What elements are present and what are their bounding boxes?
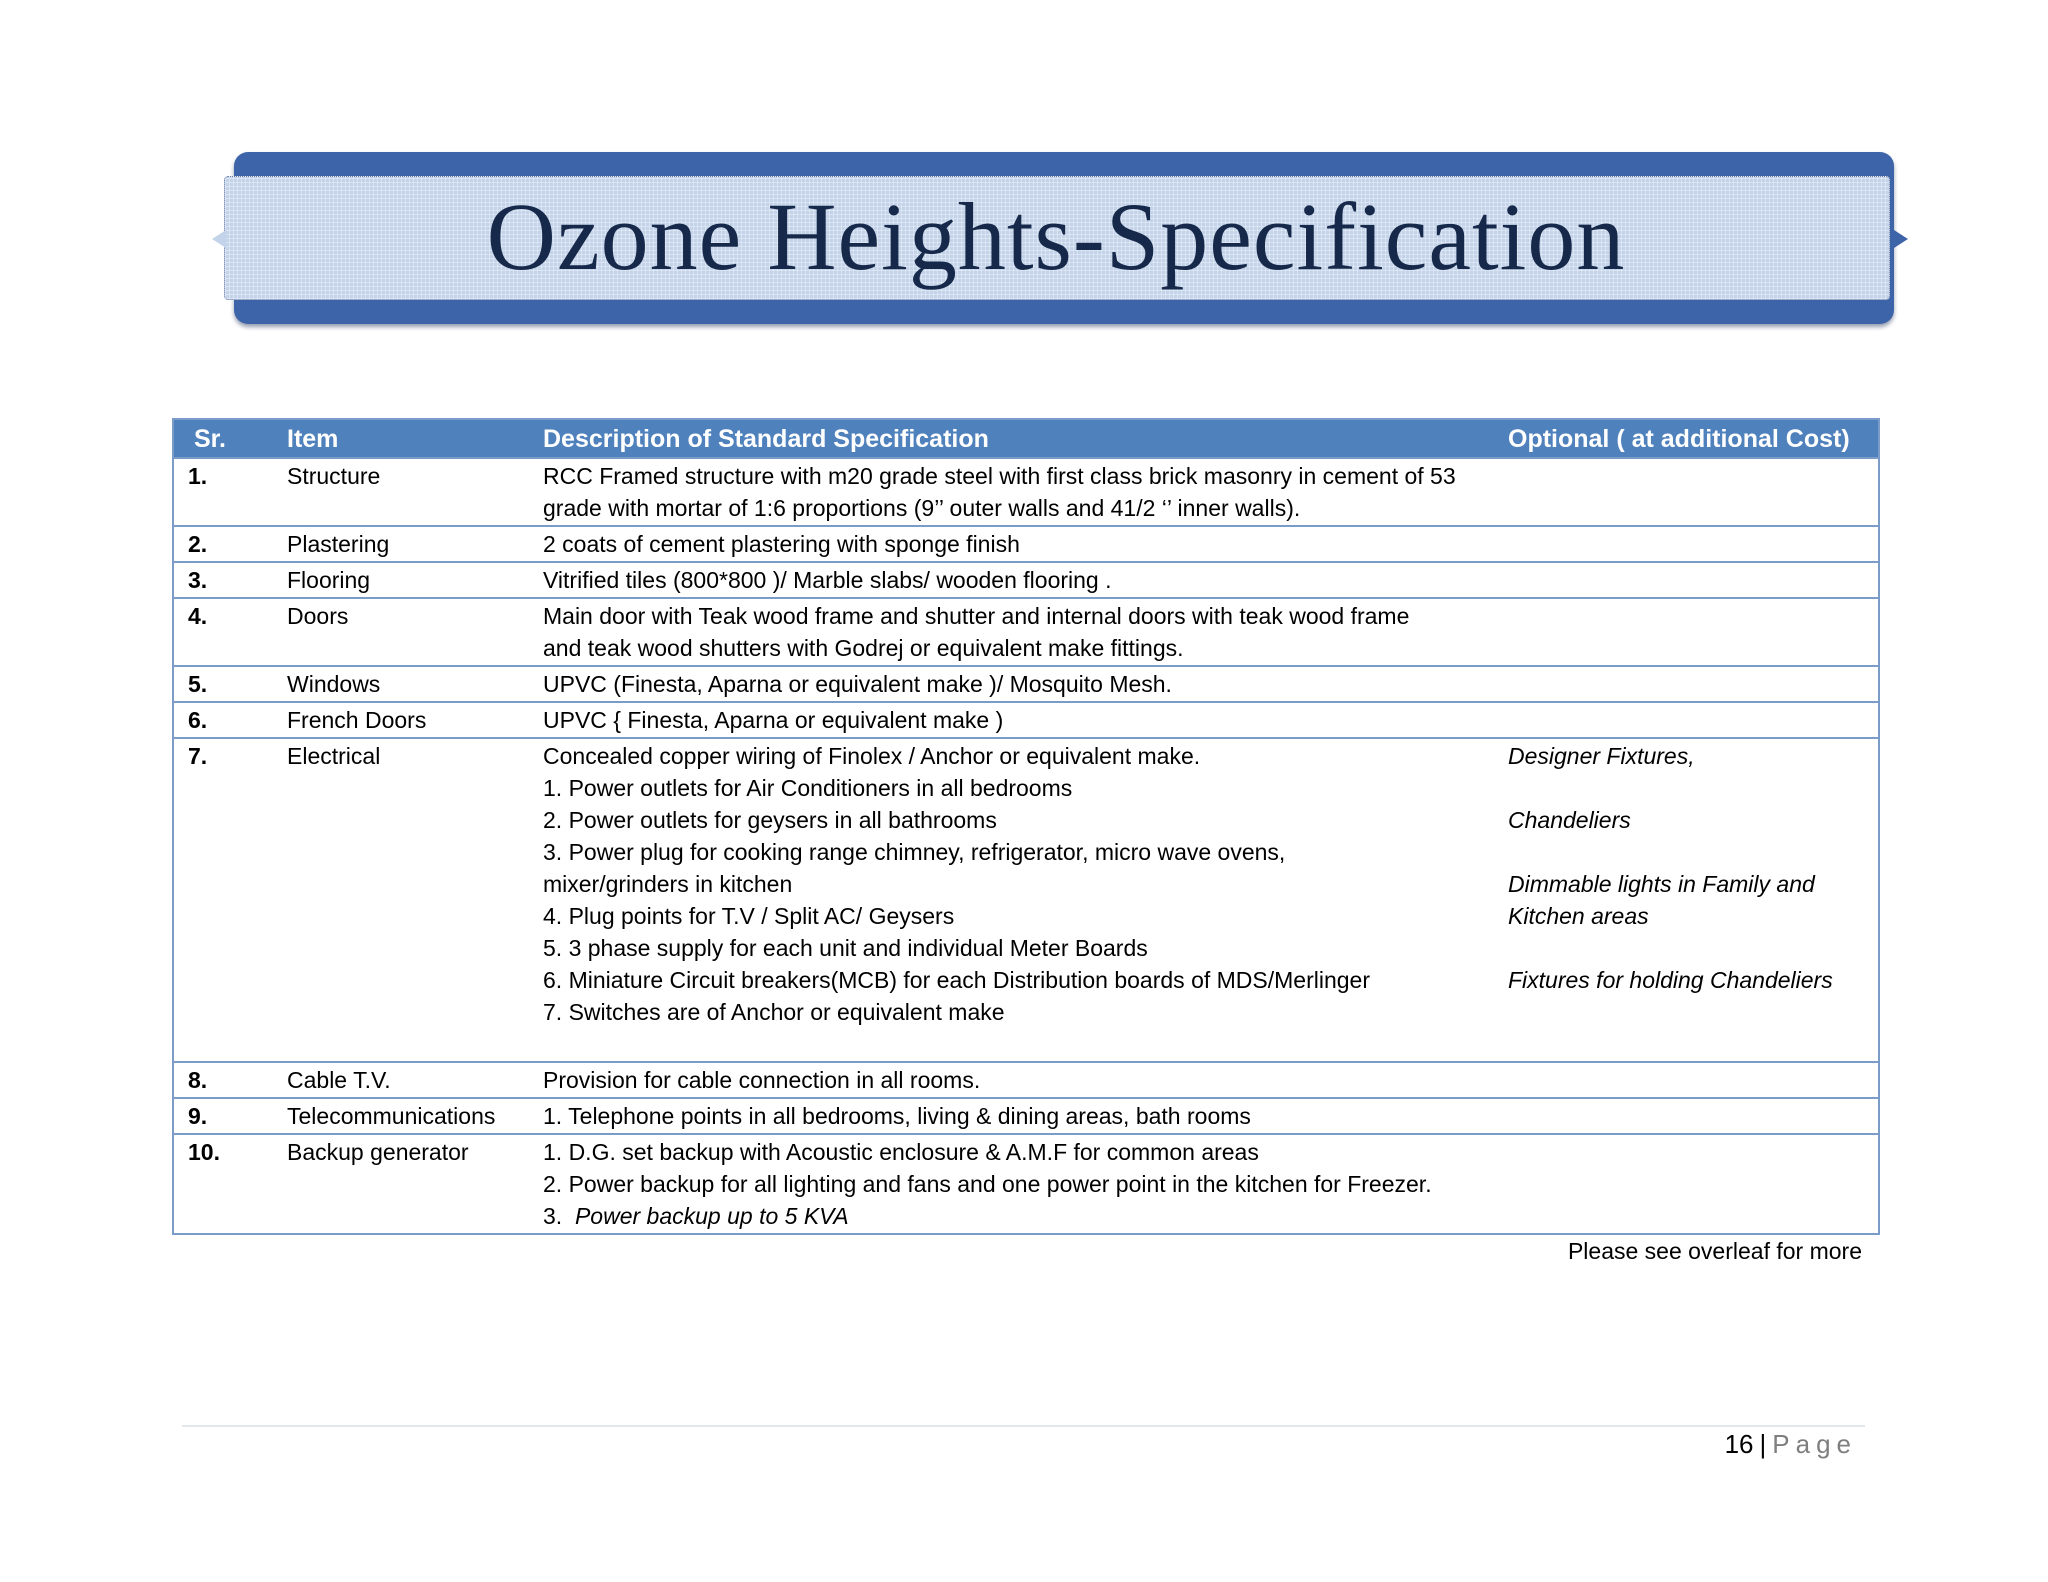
table-row — [173, 1062, 1879, 1098]
description-line: 1. Power outlets for Air Conditioners in all bedrooms — [543, 775, 1073, 801]
description-line: 2. Power backup for all lighting and fans and one power point in the kitchen for Freezer. — [543, 1171, 1432, 1197]
row-item: Electrical — [267, 738, 523, 1062]
row-sr: 6. — [173, 702, 267, 738]
description-line: grade with mortar of 1:6 proportions (9’’ outer walls and 41/2 ‘’ inner walls). — [543, 495, 1301, 521]
row-optional — [1488, 458, 1879, 526]
row-description — [523, 702, 1488, 738]
blank-line — [543, 1028, 1488, 1060]
row-description — [523, 562, 1488, 598]
row-optional — [1488, 526, 1879, 562]
optional-line: Kitchen areas — [1508, 903, 1649, 929]
banner-right-tip — [1894, 230, 1908, 248]
row-sr: 10. — [173, 1134, 267, 1234]
page-title: Ozone Heights-Specification — [486, 183, 1626, 290]
row-sr: 3. — [173, 562, 267, 598]
row-optional — [1488, 666, 1879, 702]
row-optional — [1488, 1134, 1879, 1234]
footer-divider — [182, 1425, 1865, 1427]
row-item: Flooring — [267, 562, 523, 598]
description-line: 4. Plug points for T.V / Split AC/ Geysers — [543, 903, 955, 929]
description-line: Concealed copper wiring of Finolex / Anchor or equivalent make. — [543, 743, 1201, 769]
header-optional: Optional ( at additional Cost) — [1488, 419, 1879, 458]
description-line: 1. Telephone points in all bedrooms, living & dining areas, bath rooms — [543, 1103, 1251, 1129]
page-number: 16 — [1724, 1429, 1754, 1459]
row-description — [523, 526, 1488, 562]
table-row — [173, 1098, 1879, 1134]
description-line: Main door with Teak wood frame and shutter and internal doors with teak wood frame — [543, 603, 1410, 629]
description-line: UPVC { Finesta, Aparna or equivalent make ) — [543, 707, 1004, 733]
page-separator: | — [1759, 1429, 1767, 1459]
page-label: Page — [1772, 1429, 1857, 1459]
table-row — [173, 458, 1879, 526]
table-row — [173, 562, 1879, 598]
header-description: Description of Standard Specification — [523, 419, 1488, 458]
description-line — [543, 1200, 1488, 1232]
optional-spacer — [1508, 932, 1878, 964]
row-sr: 4. — [173, 598, 267, 666]
table-row — [173, 1134, 1879, 1234]
description-line: 5. 3 phase supply for each unit and individual Meter Boards — [543, 935, 1148, 961]
optional-line: Chandeliers — [1508, 807, 1631, 833]
specification-table — [172, 418, 1880, 1235]
row-description — [523, 738, 1488, 1062]
row-sr: 7. — [173, 738, 267, 1062]
row-sr: 9. — [173, 1098, 267, 1134]
page-number-footer — [1725, 1427, 1857, 1461]
description-line: Provision for cable connection in all rooms. — [543, 1067, 981, 1093]
row-description — [523, 1134, 1488, 1234]
row-description — [523, 458, 1488, 526]
row-item: Backup generator — [267, 1134, 523, 1234]
description-line-prefix: 3. — [543, 1203, 563, 1229]
title-banner — [212, 152, 1894, 324]
description-line: RCC Framed structure with m20 grade steel with first class brick masonry in cement of 53 — [543, 463, 1456, 489]
description-line: 1. D.G. set backup with Acoustic enclosure & A.M.F for common areas — [543, 1139, 1259, 1165]
description-line: 7. Switches are of Anchor or equivalent make — [543, 999, 1005, 1025]
row-optional — [1488, 1098, 1879, 1134]
row-description — [523, 666, 1488, 702]
row-item: Telecommunications — [267, 1098, 523, 1134]
row-item: Cable T.V. — [267, 1062, 523, 1098]
row-sr: 5. — [173, 666, 267, 702]
optional-spacer — [1508, 836, 1878, 868]
row-sr: 8. — [173, 1062, 267, 1098]
table-row — [173, 598, 1879, 666]
row-description — [523, 1062, 1488, 1098]
description-line: 3. Power plug for cooking range chimney, refrigerator, micro wave ovens, — [543, 839, 1286, 865]
description-line: 2 coats of cement plastering with sponge finish — [543, 531, 1020, 557]
header-sr: Sr. — [173, 419, 267, 458]
row-sr: 1. — [173, 458, 267, 526]
description-line: and teak wood shutters with Godrej or equivalent make fittings. — [543, 635, 1184, 661]
row-sr: 2. — [173, 526, 267, 562]
table-row — [173, 702, 1879, 738]
row-description — [523, 598, 1488, 666]
description-line: 2. Power outlets for geysers in all bathrooms — [543, 807, 997, 833]
row-description — [523, 1098, 1488, 1134]
optional-line: Fixtures for holding Chandeliers — [1508, 967, 1833, 993]
description-line: Vitrified tiles (800*800 )/ Marble slabs/ wooden flooring . — [543, 567, 1112, 593]
description-line: UPVC (Finesta, Aparna or equivalent make )/ Mosquito Mesh. — [543, 671, 1172, 697]
row-item: Plastering — [267, 526, 523, 562]
header-item: Item — [267, 419, 523, 458]
optional-spacer — [1508, 772, 1878, 804]
table-header-row — [173, 419, 1879, 458]
row-optional — [1488, 738, 1879, 1062]
optional-line: Designer Fixtures, — [1508, 743, 1695, 769]
table-row — [173, 526, 1879, 562]
row-item: Doors — [267, 598, 523, 666]
overleaf-note: Please see overleaf for more — [1567, 1238, 1862, 1264]
row-item: French Doors — [267, 702, 523, 738]
description-line: 6. Miniature Circuit breakers(MCB) for each Distribution boards of MDS/Merlinger — [543, 967, 1371, 993]
row-optional — [1488, 562, 1879, 598]
row-item: Windows — [267, 666, 523, 702]
row-optional — [1488, 702, 1879, 738]
row-optional — [1488, 598, 1879, 666]
row-optional — [1488, 1062, 1879, 1098]
description-line: mixer/grinders in kitchen — [543, 871, 793, 897]
row-item: Structure — [267, 458, 523, 526]
description-line-italic: Power backup up to 5 KVA — [574, 1203, 849, 1229]
table-row — [173, 738, 1879, 1062]
optional-line: Dimmable lights in Family and — [1508, 871, 1815, 897]
table-row — [173, 666, 1879, 702]
